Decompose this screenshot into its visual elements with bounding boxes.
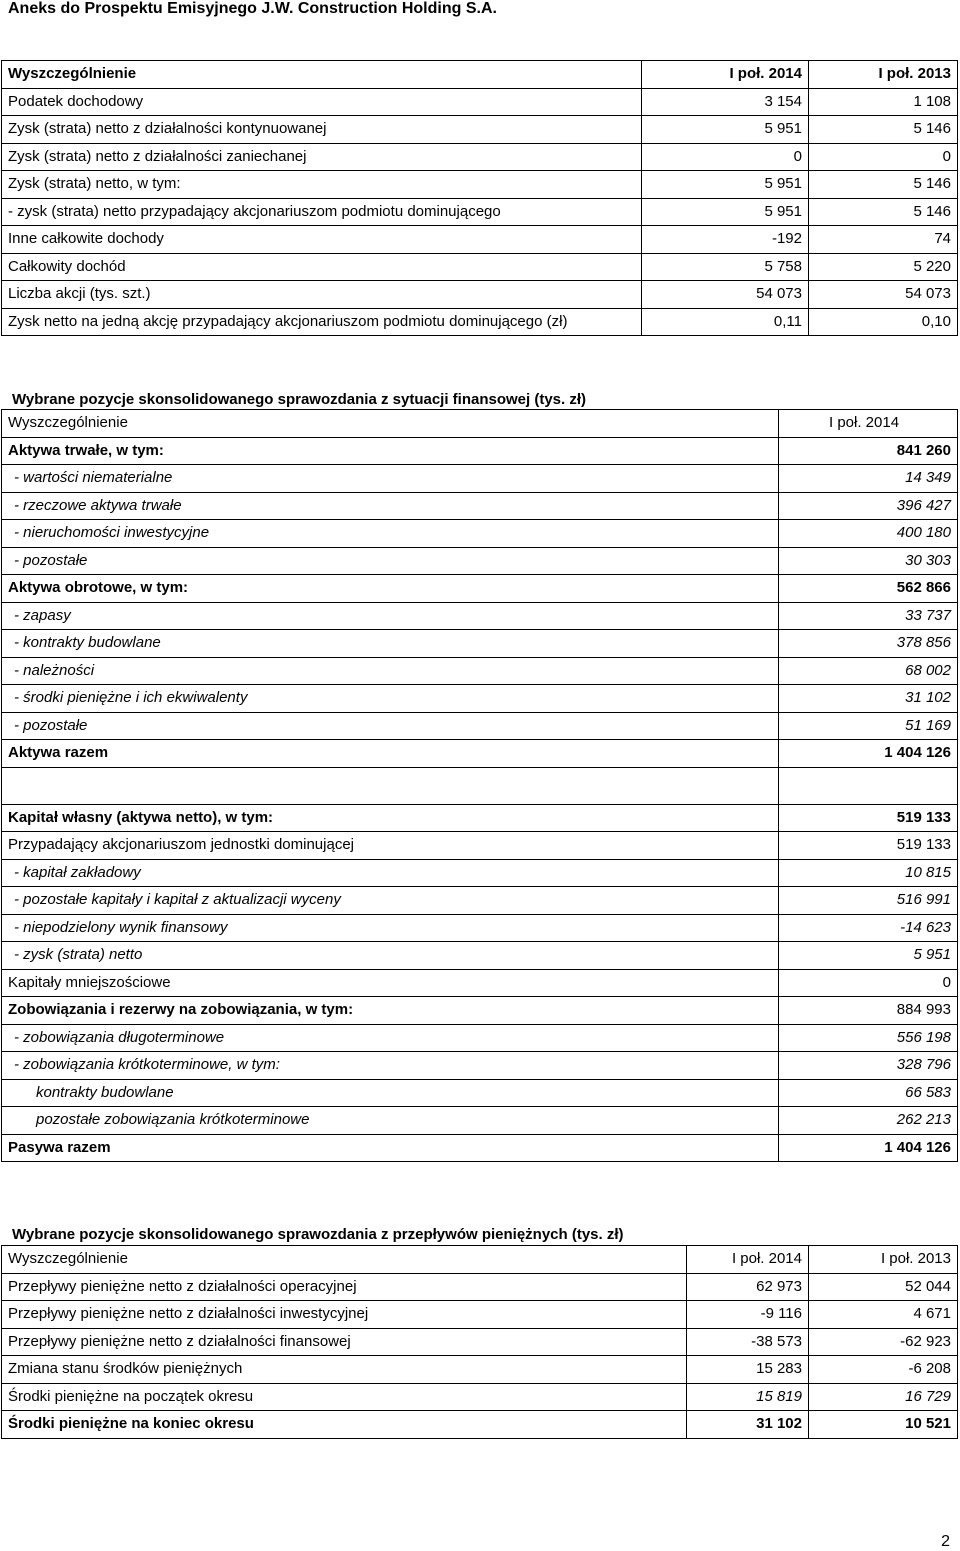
cell-value: 5 220 bbox=[809, 253, 958, 281]
table-row bbox=[2, 198, 958, 226]
table-row bbox=[2, 1411, 958, 1439]
table-row bbox=[2, 1079, 958, 1107]
cell-value: 52 044 bbox=[809, 1273, 958, 1301]
cell-value: 328 796 bbox=[779, 1052, 958, 1080]
cell-value: 54 073 bbox=[809, 281, 958, 309]
table-row bbox=[2, 1356, 958, 1384]
row-label: - kontrakty budowlane bbox=[2, 630, 779, 658]
table-row bbox=[2, 143, 958, 171]
cell-value: 5 951 bbox=[642, 116, 809, 144]
row-label: - niepodzielony wynik finansowy bbox=[2, 914, 779, 942]
cell-value: 74 bbox=[809, 226, 958, 254]
cell-value: 0,10 bbox=[809, 308, 958, 336]
cell-value: 3 154 bbox=[642, 88, 809, 116]
table-header-row bbox=[2, 1246, 958, 1274]
table-row bbox=[2, 969, 958, 997]
row-label: pozostałe zobowiązania krótkoterminowe bbox=[2, 1107, 779, 1135]
row-label: Inne całkowite dochody bbox=[2, 226, 642, 254]
table-row bbox=[2, 832, 958, 860]
section-title: Wybrane pozycje skonsolidowanego sprawozdania z sytuacji finansowej (tys. zł) bbox=[12, 391, 587, 408]
cell-value: 0 bbox=[809, 143, 958, 171]
page-number: 2 bbox=[941, 1533, 950, 1550]
cell-value: 516 991 bbox=[779, 887, 958, 915]
table-row bbox=[2, 859, 958, 887]
row-label: Zysk netto na jedną akcję przypadający akcjonariuszom podmiotu dominującego (zł) bbox=[2, 308, 642, 336]
cell-value: 396 427 bbox=[779, 492, 958, 520]
row-label: - pozostałe kapitały i kapitał z aktualizacji wyceny bbox=[2, 887, 779, 915]
row-label: - pozostałe bbox=[2, 712, 779, 740]
table-row bbox=[2, 685, 958, 713]
table-row bbox=[2, 1383, 958, 1411]
row-label: Całkowity dochód bbox=[2, 253, 642, 281]
column-header: Wyszczególnienie bbox=[2, 410, 779, 438]
row-label: Kapitały mniejszościowe bbox=[2, 969, 779, 997]
table-row bbox=[2, 1328, 958, 1356]
row-label: - wartości niematerialne bbox=[2, 465, 779, 493]
table-row bbox=[2, 226, 958, 254]
table-row bbox=[2, 253, 958, 281]
empty-cell bbox=[779, 767, 958, 804]
cell-value: 68 002 bbox=[779, 657, 958, 685]
cell-value: 841 260 bbox=[779, 437, 958, 465]
cell-value: 62 973 bbox=[687, 1273, 809, 1301]
row-label: - należności bbox=[2, 657, 779, 685]
table-row bbox=[2, 942, 958, 970]
balance-sheet-table bbox=[1, 409, 958, 1162]
row-label: Zysk (strata) netto z działalności zaniechanej bbox=[2, 143, 642, 171]
row-label: Pasywa razem bbox=[2, 1134, 779, 1162]
cell-value: 519 133 bbox=[779, 804, 958, 832]
cell-value: -14 623 bbox=[779, 914, 958, 942]
table-row bbox=[2, 630, 958, 658]
table-row bbox=[2, 1273, 958, 1301]
row-label: Aktywa obrotowe, w tym: bbox=[2, 575, 779, 603]
column-header: I poł. 2014 bbox=[642, 61, 809, 89]
cell-value: 15 819 bbox=[687, 1383, 809, 1411]
table-row bbox=[2, 465, 958, 493]
table-row bbox=[2, 657, 958, 685]
cell-value: 0 bbox=[779, 969, 958, 997]
empty-cell bbox=[2, 767, 779, 804]
cell-value: 5 758 bbox=[642, 253, 809, 281]
table-row bbox=[2, 547, 958, 575]
table-row bbox=[2, 308, 958, 336]
row-label: Przepływy pieniężne netto z działalności inwestycyjnej bbox=[2, 1301, 687, 1329]
row-label: kontrakty budowlane bbox=[2, 1079, 779, 1107]
cell-value: -6 208 bbox=[809, 1356, 958, 1384]
table-row bbox=[2, 997, 958, 1025]
spacer-row bbox=[2, 767, 958, 804]
row-label: - środki pieniężne i ich ekwiwalenty bbox=[2, 685, 779, 713]
column-header: I poł. 2013 bbox=[809, 61, 958, 89]
table-row bbox=[2, 88, 958, 116]
cell-value: 5 951 bbox=[642, 198, 809, 226]
cell-value: 5 146 bbox=[809, 116, 958, 144]
row-label: Kapitał własny (aktywa netto), w tym: bbox=[2, 804, 779, 832]
row-label: - zobowiązania długoterminowe bbox=[2, 1024, 779, 1052]
cashflow-table bbox=[1, 1245, 958, 1439]
cell-value: 562 866 bbox=[779, 575, 958, 603]
cell-value: 33 737 bbox=[779, 602, 958, 630]
row-label: Zobowiązania i rezerwy na zobowiązania, w tym: bbox=[2, 997, 779, 1025]
table-row bbox=[2, 914, 958, 942]
cell-value: -38 573 bbox=[687, 1328, 809, 1356]
table-row bbox=[2, 1024, 958, 1052]
row-label: Aktywa razem bbox=[2, 740, 779, 768]
table-row bbox=[2, 171, 958, 199]
cell-value: 1 108 bbox=[809, 88, 958, 116]
cell-value: 0 bbox=[642, 143, 809, 171]
row-label: Liczba akcji (tys. szt.) bbox=[2, 281, 642, 309]
row-label: - rzeczowe aktywa trwałe bbox=[2, 492, 779, 520]
cell-value: 1 404 126 bbox=[779, 1134, 958, 1162]
cell-value: 30 303 bbox=[779, 547, 958, 575]
cell-value: 15 283 bbox=[687, 1356, 809, 1384]
table-row bbox=[2, 437, 958, 465]
cell-value: 884 993 bbox=[779, 997, 958, 1025]
cell-value: 5 146 bbox=[809, 171, 958, 199]
cell-value: 4 671 bbox=[809, 1301, 958, 1329]
cell-value: -9 116 bbox=[687, 1301, 809, 1329]
cell-value: 51 169 bbox=[779, 712, 958, 740]
table-row bbox=[2, 1134, 958, 1162]
cell-value: 5 146 bbox=[809, 198, 958, 226]
cell-value: 262 213 bbox=[779, 1107, 958, 1135]
column-header: Wyszczególnienie bbox=[2, 1246, 687, 1274]
row-label: Środki pieniężne na koniec okresu bbox=[2, 1411, 687, 1439]
row-label: - nieruchomości inwestycyjne bbox=[2, 520, 779, 548]
cell-value: 378 856 bbox=[779, 630, 958, 658]
row-label: - zysk (strata) netto bbox=[2, 942, 779, 970]
table-row bbox=[2, 602, 958, 630]
table-header-row bbox=[2, 61, 958, 89]
table-row bbox=[2, 1107, 958, 1135]
row-label: Przepływy pieniężne netto z działalności operacyjnej bbox=[2, 1273, 687, 1301]
cell-value: -192 bbox=[642, 226, 809, 254]
row-label: - zapasy bbox=[2, 602, 779, 630]
cell-value: 0,11 bbox=[642, 308, 809, 336]
table-row bbox=[2, 804, 958, 832]
row-label: Aktywa trwałe, w tym: bbox=[2, 437, 779, 465]
column-header: I poł. 2014 bbox=[779, 410, 958, 438]
cell-value: -62 923 bbox=[809, 1328, 958, 1356]
table-row bbox=[2, 1301, 958, 1329]
row-label: Środki pieniężne na początek okresu bbox=[2, 1383, 687, 1411]
table-header-row bbox=[2, 410, 958, 438]
income-statement-table bbox=[1, 60, 958, 336]
section-title: Wybrane pozycje skonsolidowanego sprawozdania z przepływów pieniężnych (tys. zł) bbox=[12, 1226, 624, 1243]
cell-value: 1 404 126 bbox=[779, 740, 958, 768]
cell-value: 5 951 bbox=[779, 942, 958, 970]
row-label: - pozostałe bbox=[2, 547, 779, 575]
document-header: Aneks do Prospektu Emisyjnego J.W. Construction Holding S.A. bbox=[8, 0, 497, 17]
cell-value: 31 102 bbox=[687, 1411, 809, 1439]
cell-value: 54 073 bbox=[642, 281, 809, 309]
table-row bbox=[2, 492, 958, 520]
row-label: - zobowiązania krótkoterminowe, w tym: bbox=[2, 1052, 779, 1080]
row-label: - zysk (strata) netto przypadający akcjonariuszom podmiotu dominującego bbox=[2, 198, 642, 226]
cell-value: 556 198 bbox=[779, 1024, 958, 1052]
column-header: I poł. 2014 bbox=[687, 1246, 809, 1274]
cell-value: 400 180 bbox=[779, 520, 958, 548]
column-header: Wyszczególnienie bbox=[2, 61, 642, 89]
cell-value: 10 521 bbox=[809, 1411, 958, 1439]
column-header: I poł. 2013 bbox=[809, 1246, 958, 1274]
table-row bbox=[2, 116, 958, 144]
row-label: Przepływy pieniężne netto z działalności finansowej bbox=[2, 1328, 687, 1356]
table-row bbox=[2, 575, 958, 603]
table-row bbox=[2, 281, 958, 309]
table-row bbox=[2, 740, 958, 768]
row-label: - kapitał zakładowy bbox=[2, 859, 779, 887]
cell-value: 519 133 bbox=[779, 832, 958, 860]
cell-value: 10 815 bbox=[779, 859, 958, 887]
cell-value: 14 349 bbox=[779, 465, 958, 493]
row-label: Zysk (strata) netto z działalności kontynuowanej bbox=[2, 116, 642, 144]
cell-value: 16 729 bbox=[809, 1383, 958, 1411]
cell-value: 66 583 bbox=[779, 1079, 958, 1107]
table-row bbox=[2, 520, 958, 548]
row-label: Podatek dochodowy bbox=[2, 88, 642, 116]
table-row bbox=[2, 712, 958, 740]
row-label: Przypadający akcjonariuszom jednostki dominującej bbox=[2, 832, 779, 860]
cell-value: 31 102 bbox=[779, 685, 958, 713]
cell-value: 5 951 bbox=[642, 171, 809, 199]
row-label: Zmiana stanu środków pieniężnych bbox=[2, 1356, 687, 1384]
table-row bbox=[2, 1052, 958, 1080]
row-label: Zysk (strata) netto, w tym: bbox=[2, 171, 642, 199]
table-row bbox=[2, 887, 958, 915]
